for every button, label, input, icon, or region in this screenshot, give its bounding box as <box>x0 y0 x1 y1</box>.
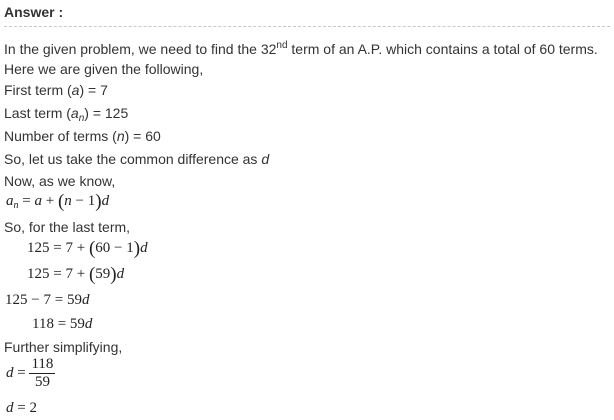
last-term-var: a <box>70 105 79 121</box>
last-term-close: ) = <box>84 105 105 121</box>
eq2-seven: 7 <box>65 266 73 282</box>
eq3-d: d <box>81 292 90 308</box>
last-term-label: Last term ( <box>4 105 71 121</box>
eq3-lhs: 125 − 7 <box>5 292 51 308</box>
eq2-d: d <box>116 266 125 282</box>
eq4-eq: = <box>53 316 70 332</box>
formula-d: d <box>101 193 110 209</box>
equation-6 <box>6 400 37 417</box>
equation-2 <box>27 265 124 284</box>
equation-4 <box>32 316 92 333</box>
eq2-open-paren: ( <box>88 264 96 285</box>
eq3-eq: = <box>50 292 67 308</box>
num-terms-label: Number of terms ( <box>4 128 117 144</box>
heading-divider <box>4 26 610 27</box>
eq1-one: 1 <box>126 240 134 256</box>
common-diff-line <box>4 150 269 168</box>
now-text: Now, as we know, <box>4 173 116 189</box>
common-diff-var: d <box>261 151 270 167</box>
simplify-text: Further simplifying, <box>4 339 123 355</box>
formula-plus: + <box>41 193 58 209</box>
formula-one: 1 <box>87 193 96 209</box>
eq1-sixty: 60 <box>95 240 111 256</box>
eq2-close-paren: ) <box>110 264 117 285</box>
first-term-close: ) = <box>79 82 101 98</box>
num-terms-line <box>4 127 161 145</box>
common-diff-text: So, let us take the common difference as <box>4 151 262 167</box>
eq5-eq: = <box>13 364 30 381</box>
formula-minus: − <box>71 193 88 209</box>
first-term-var: a <box>71 82 80 98</box>
eq4-lhs: 118 <box>32 316 54 332</box>
eq1-plus: + <box>72 240 89 256</box>
fraction-numerator: 118 <box>31 356 54 372</box>
fraction-denominator: 59 <box>34 374 50 390</box>
eq1-d: d <box>140 240 148 256</box>
intro-line <box>4 37 598 58</box>
eq6-value: 2 <box>29 400 37 416</box>
eq1-open-paren: ( <box>88 238 96 259</box>
formula-a: a <box>6 193 14 209</box>
equation-5 <box>6 356 55 391</box>
eq2-lhs: 125 <box>27 266 50 282</box>
eq5-d: d <box>6 364 14 381</box>
formula-sub: n <box>13 200 19 211</box>
given-intro: Here we are given the following, <box>4 61 204 77</box>
last-term-value: 125 <box>104 105 129 121</box>
first-term-value: 7 <box>100 82 108 98</box>
eq2-eq: = <box>49 266 66 282</box>
eq1-close-paren: ) <box>133 238 141 259</box>
last-term-text: So, for the last term, <box>4 219 131 235</box>
eq6-eq: = <box>13 400 30 416</box>
fraction <box>29 356 55 391</box>
equation-1 <box>27 239 148 258</box>
answer-heading: Answer : <box>4 4 64 20</box>
eq2-plus: + <box>72 266 89 282</box>
formula-open-paren: ( <box>57 191 65 212</box>
ordinal-suffix: nd <box>276 40 288 51</box>
num-terms-close: ) = <box>124 128 146 144</box>
first-term-line <box>4 81 108 99</box>
formula-eq: = <box>18 193 35 209</box>
first-term-label: First term ( <box>4 82 72 98</box>
intro-before: In the given problem, we need to find the 32 <box>4 41 277 57</box>
eq4-d: d <box>84 316 93 332</box>
num-terms-var: n <box>116 128 125 144</box>
last-term-sub: n <box>78 113 85 124</box>
eq1-minus: − <box>110 240 127 256</box>
formula-n: n <box>64 193 72 209</box>
last-term-line <box>4 104 128 128</box>
equation-3 <box>5 292 89 309</box>
intro-after: term of an A.P. which contains a total of 60 terms. <box>287 41 598 57</box>
num-terms-value: 60 <box>145 128 161 144</box>
eq1-seven: 7 <box>65 240 73 256</box>
eq6-d: d <box>6 400 14 416</box>
formula-close-paren: ) <box>95 191 102 212</box>
formula-an <box>6 192 109 211</box>
eq1-lhs: 125 <box>27 240 50 256</box>
eq3-rhs: 59 <box>66 292 82 308</box>
eq1-eq: = <box>49 240 66 256</box>
eq2-fiftynine: 59 <box>95 266 111 282</box>
eq4-rhs: 59 <box>69 316 85 332</box>
formula-a2: a <box>34 193 42 209</box>
